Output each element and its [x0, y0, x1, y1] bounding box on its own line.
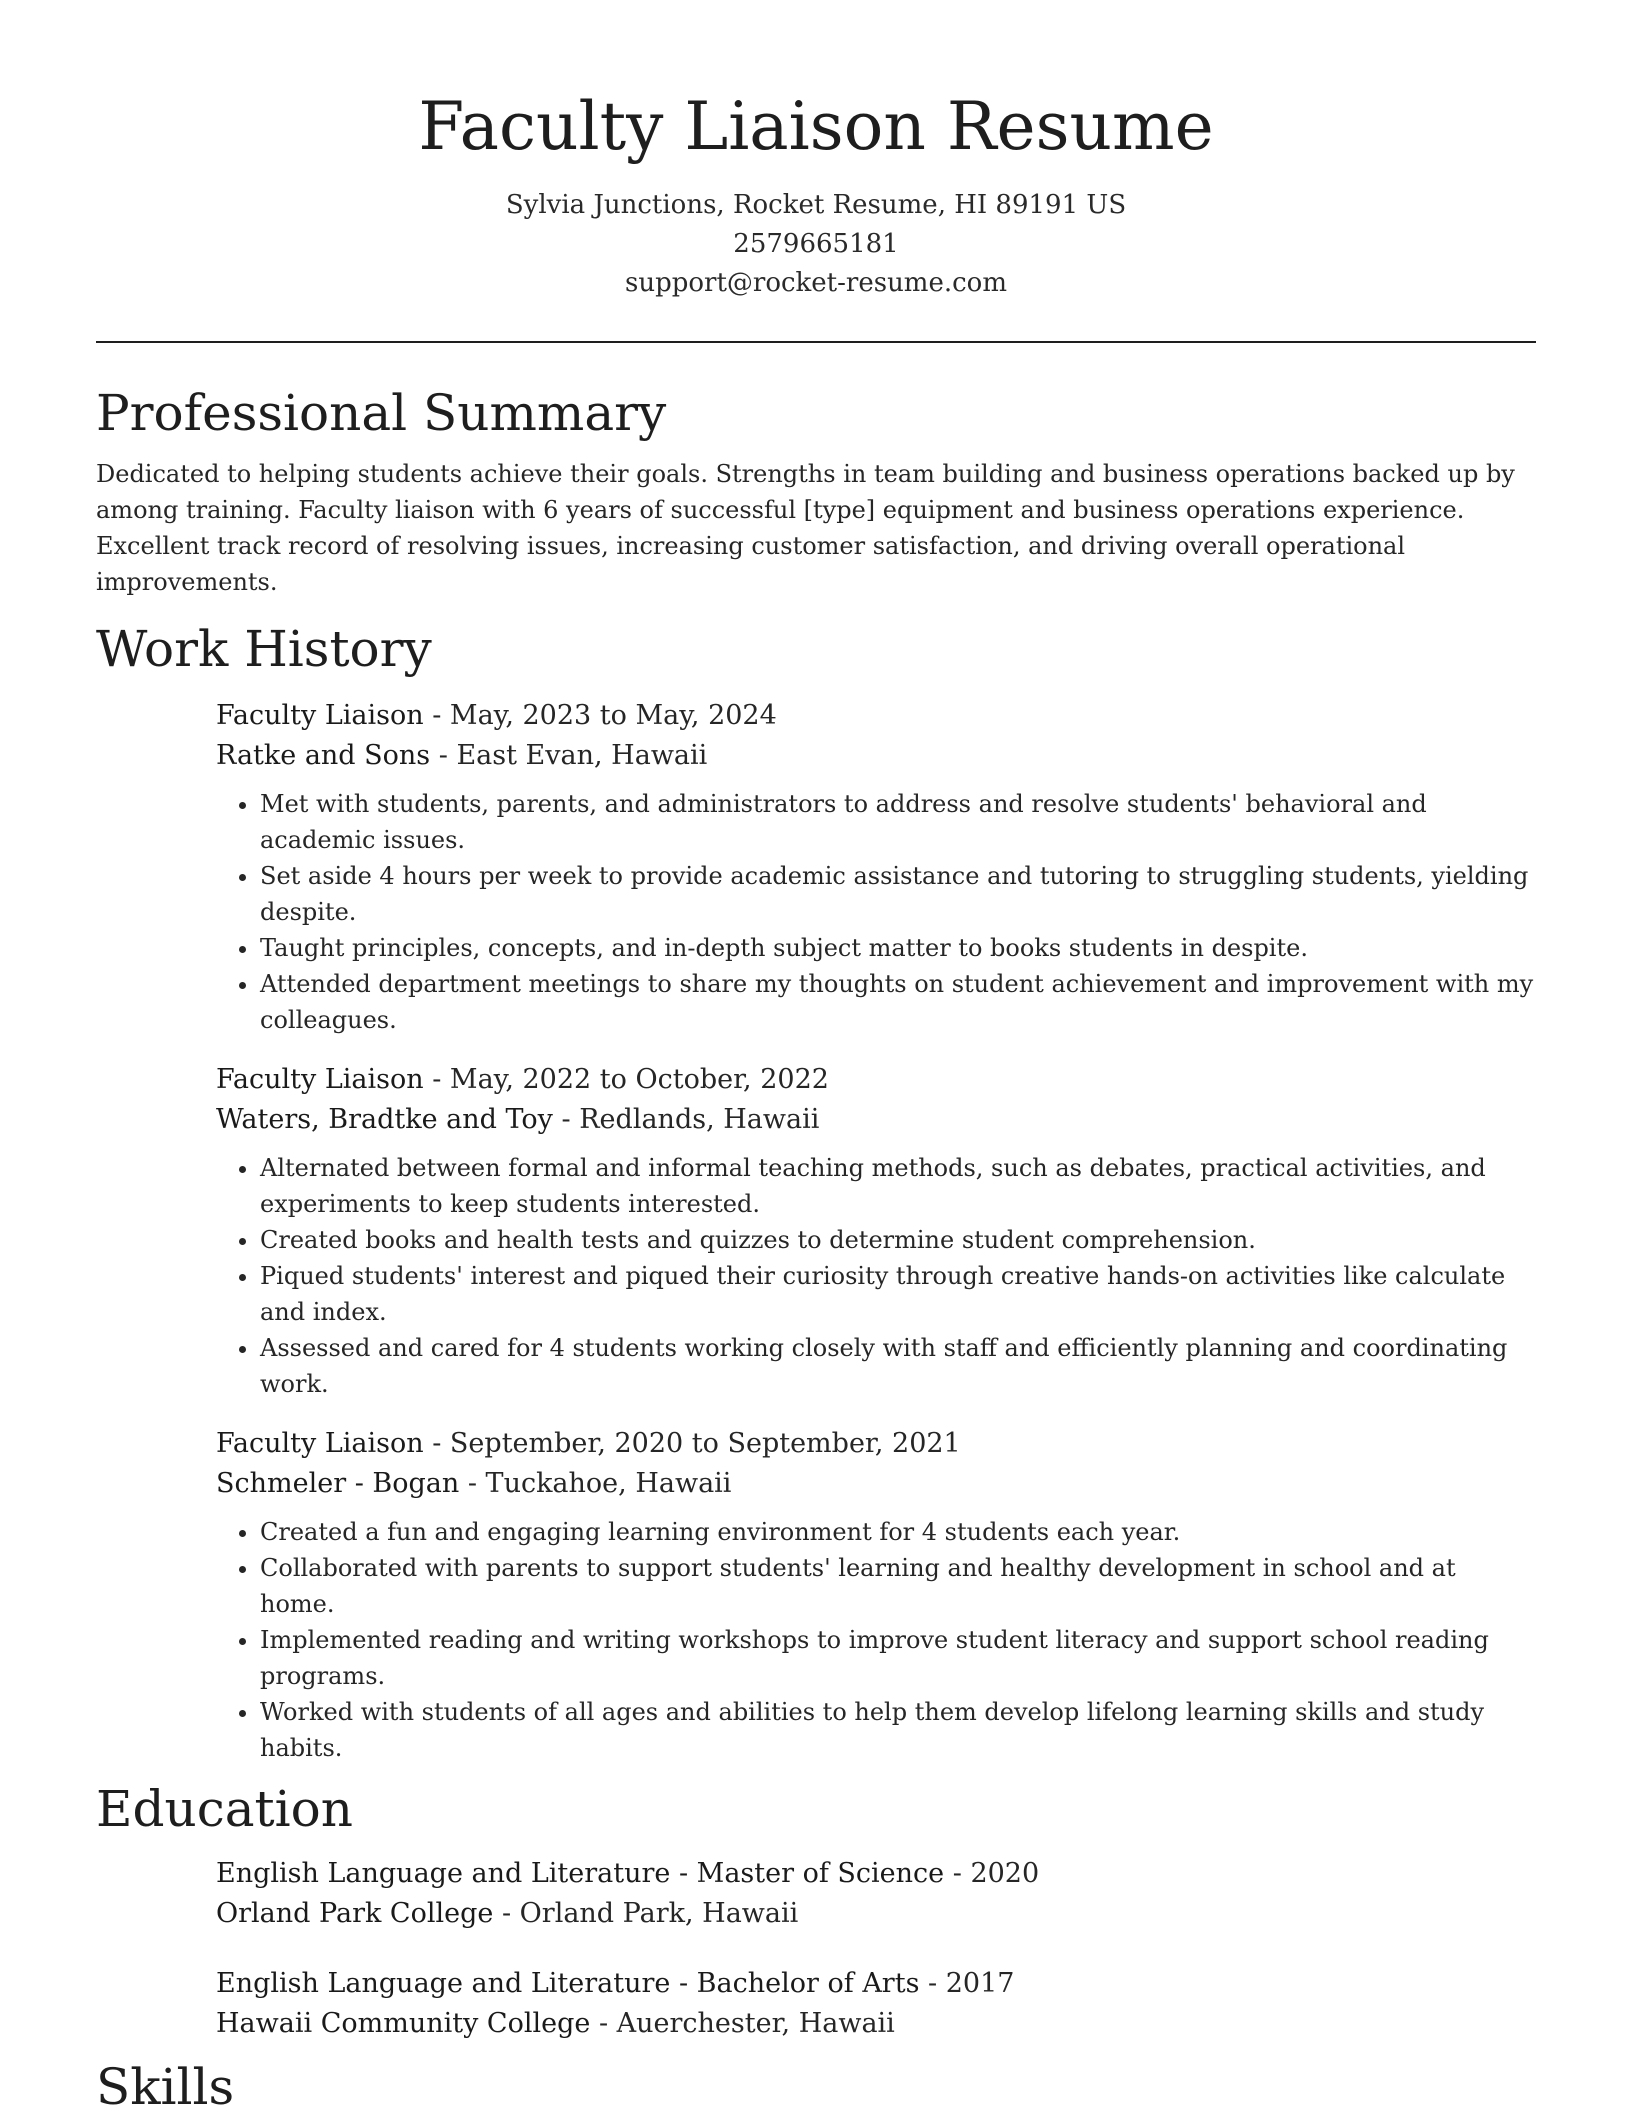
education-year: - 2020: [944, 1858, 1040, 1889]
job-company-line: [216, 1100, 1536, 1140]
education-section: [96, 1774, 1536, 2044]
resume-body: [96, 378, 1536, 2122]
job-title: Faculty Liaison: [216, 700, 424, 731]
job-bullet: • Alternated between formal and informal teaching methods, such as debates, practical activities, and experiments to keep students interested.: [260, 1150, 1536, 1222]
job-bullet: • Taught principles, concepts, and in-depth subject matter to books students in despite.: [260, 930, 1536, 966]
job-entry: [216, 696, 1536, 1038]
section-heading-skills: Skills: [96, 2058, 235, 2116]
header-divider: [96, 341, 1536, 343]
job-location: - East Evan, Hawaii: [430, 740, 708, 771]
job-bullet: • Created books and health tests and quizzes to determine student comprehension.: [260, 1222, 1536, 1258]
resume-title: Faculty Liaison Resume: [418, 88, 1214, 165]
job-title: Faculty Liaison: [216, 1064, 424, 1095]
job-title-line: [216, 696, 1536, 736]
job-company: Waters, Bradtke and Toy: [216, 1104, 553, 1135]
education-location: - Auerchester, Hawaii: [590, 2008, 895, 2039]
job-entry: [216, 1424, 1536, 1766]
job-bullet: • Collaborated with parents to support students' learning and healthy development in school and at home.: [260, 1550, 1536, 1622]
job-dates: - May, 2023 to May, 2024: [423, 700, 777, 731]
education-location: - Orland Park, Hawaii: [493, 1898, 799, 1929]
job-bullet: • Implemented reading and writing workshops to improve student literacy and support school reading programs.: [260, 1622, 1536, 1694]
summary-text: Dedicated to helping students achieve their goals. Strengths in team building and business operations backed up by among training. Faculty liaison with 6 years of successful [type] equipment and business operations experience. Excellent track record of resolving issues, increasing customer satisfaction, and driving overall operational improvements.: [96, 460, 1515, 596]
job-dates: - September, 2020 to September, 2021: [423, 1428, 961, 1459]
job-bullet: • Assessed and cared for 4 students working closely with staff and efficiently planning and coordinating work.: [260, 1330, 1536, 1402]
job-location: - Redlands, Hawaii: [552, 1104, 820, 1135]
contact-phone: 2579665181: [733, 229, 899, 259]
job-bullet: • Piqued students' interest and piqued their curiosity through creative hands-on activities like calculate and index.: [260, 1258, 1536, 1330]
job-title-line: [216, 1424, 1536, 1464]
education-degree: English Language and Literature - Bachelor of Arts: [216, 1968, 920, 1999]
job-title: Faculty Liaison: [216, 1428, 424, 1459]
contact-email[interactable]: support@rocket-resume.com: [624, 268, 1007, 298]
job-title-line: [216, 1060, 1536, 1100]
summary-section: [96, 378, 1536, 600]
education-degree-line: [216, 1964, 1536, 2004]
section-heading-work-history: Work History: [96, 620, 432, 678]
job-dates: - May, 2022 to October, 2022: [423, 1064, 829, 1095]
job-entry: [216, 1060, 1536, 1402]
job-bullet: • Met with students, parents, and administrators to address and resolve students' behavioral and academic issues.: [260, 786, 1536, 858]
education-school: Hawaii Community College: [216, 2008, 591, 2039]
job-bullet: • Created a fun and engaging learning environment for 4 students each year.: [260, 1514, 1536, 1550]
job-bullets: [216, 1514, 1536, 1766]
education-degree: English Language and Literature - Master of Science: [216, 1858, 945, 1889]
job-location: - Tuckahoe, Hawaii: [459, 1468, 732, 1499]
job-company-line: [216, 1464, 1536, 1504]
work-history-section: [96, 614, 1536, 1766]
job-company: Ratke and Sons: [216, 740, 431, 771]
education-school: Orland Park College: [216, 1898, 494, 1929]
education-entry: [216, 1854, 1536, 1934]
job-company: Schmeler - Bogan: [216, 1468, 460, 1499]
job-bullet: • Worked with students of all ages and abilities to help them develop lifelong learning skills and study habits.: [260, 1694, 1536, 1766]
education-school-line: [216, 2004, 1536, 2044]
job-bullet: • Attended department meetings to share my thoughts on student achievement and improvement with my colleagues.: [260, 966, 1536, 1038]
resume-header: [0, 0, 1632, 303]
section-heading-education: Education: [96, 1780, 353, 1838]
section-heading-summary: Professional Summary: [96, 384, 667, 442]
education-year: - 2017: [919, 1968, 1015, 1999]
education-entry: [216, 1964, 1536, 2044]
education-degree-line: [216, 1854, 1536, 1894]
contact-info: [0, 186, 1632, 303]
job-bullet: • Set aside 4 hours per week to provide academic assistance and tutoring to struggling students, yielding despite.: [260, 858, 1536, 930]
job-company-line: [216, 736, 1536, 776]
contact-address: Sylvia Junctions, Rocket Resume, HI 89191 US: [505, 190, 1127, 220]
job-bullets: [216, 786, 1536, 1038]
job-bullets: [216, 1150, 1536, 1402]
education-school-line: [216, 1894, 1536, 1934]
